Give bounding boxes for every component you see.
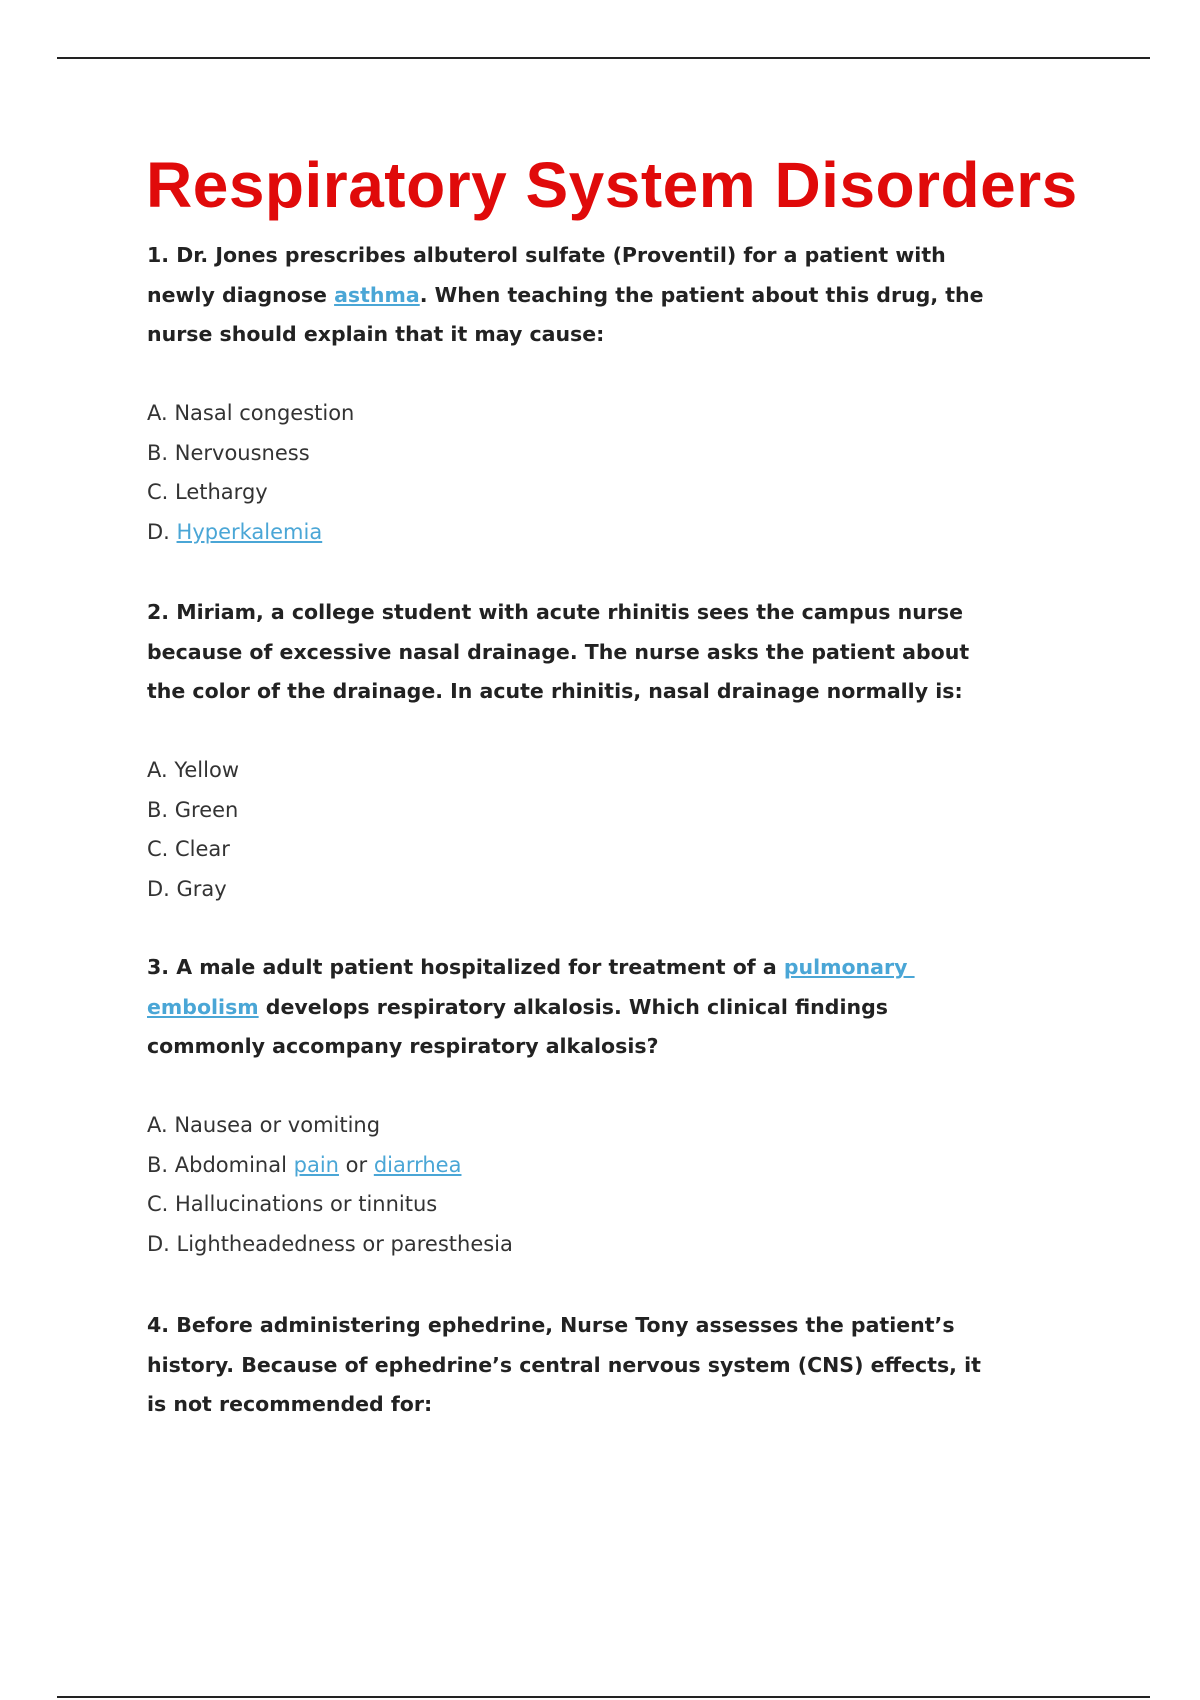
header-rule [57,57,1150,59]
question-line [147,672,969,712]
term-link[interactable]: embolism [147,994,259,1019]
term-link[interactable]: Hyperkalemia [176,519,323,544]
term-link[interactable]: pulmonary [783,955,915,979]
option-text: D. Gray [147,876,227,901]
question-line [147,1346,981,1386]
question-text: because of excessive nasal drainage. The nurse asks the patient about [147,639,970,664]
question-line [147,1027,915,1067]
question-text: 1. Dr. Jones prescribes albuterol sulfate (Proventil) for a patient with [147,243,946,267]
option-line [147,1225,513,1265]
question-1 [147,236,984,355]
question-text: commonly accompany respiratory alkalosis? [147,1034,659,1058]
option-text: C. Lethargy [147,480,268,504]
options-3 [147,1106,513,1264]
question-line [147,948,915,988]
option-text: D. Lightheadedness or paresthesia [147,1231,513,1256]
question-line [147,593,969,633]
page-title: Respiratory System Disorders [146,149,1078,221]
option-text: A. Yellow [147,758,239,782]
options-2 [147,751,239,909]
question-text: the color of the drainage. In acute rhinitis, nasal drainage normally is: [147,679,963,703]
question-text: 2. Miriam, a college student with acute rhinitis sees the campus nurse [147,600,964,624]
option-text: C. Hallucinations or tinnitus [147,1192,438,1216]
question-line [147,236,984,276]
option-text: D. [147,519,177,544]
term-link[interactable]: pain [293,1152,339,1177]
term-link[interactable]: diarrhea [373,1152,462,1177]
option-line [147,473,354,513]
option-line [147,394,354,434]
question-3 [147,948,915,1067]
question-text: 3. A male adult patient hospitalized for treatment of a [147,955,784,979]
footer-rule [57,1696,1150,1698]
option-line [147,1106,513,1146]
question-line [147,315,984,355]
option-text: A. Nasal congestion [147,401,355,425]
question-2 [147,593,969,712]
option-text: C. Clear [147,837,230,861]
option-line [147,513,354,553]
option-line [147,1146,513,1186]
question-4 [147,1306,981,1425]
option-line [147,870,239,910]
option-text: B. Green [147,797,239,822]
question-line [147,988,915,1028]
question-text: 4. Before administering ephedrine, Nurse Tony assesses the patient’s [147,1313,955,1337]
term-link[interactable]: asthma [334,282,420,307]
option-line [147,751,239,791]
option-line [147,434,354,474]
question-line [147,276,984,316]
options-1 [147,394,354,552]
option-line [147,1185,513,1225]
question-line [147,633,969,673]
option-text: A. Nausea or vomiting [147,1113,381,1137]
option-line [147,791,239,831]
option-line [147,830,239,870]
question-text: develops respiratory alkalosis. Which clinical findings [258,994,888,1019]
question-text: history. Because of ephedrine’s central nervous system (CNS) effects, it [147,1352,981,1377]
option-text: or [338,1152,374,1177]
question-text: newly diagnose [147,282,335,307]
question-text: nurse should explain that it may cause: [147,322,605,346]
question-line [147,1385,981,1425]
option-text: B. Nervousness [147,440,310,465]
question-line [147,1306,981,1346]
question-text: . When teaching the patient about this drug, the [419,282,984,307]
option-text: B. Abdominal [147,1152,294,1177]
question-text: is not recommended for: [147,1392,433,1416]
